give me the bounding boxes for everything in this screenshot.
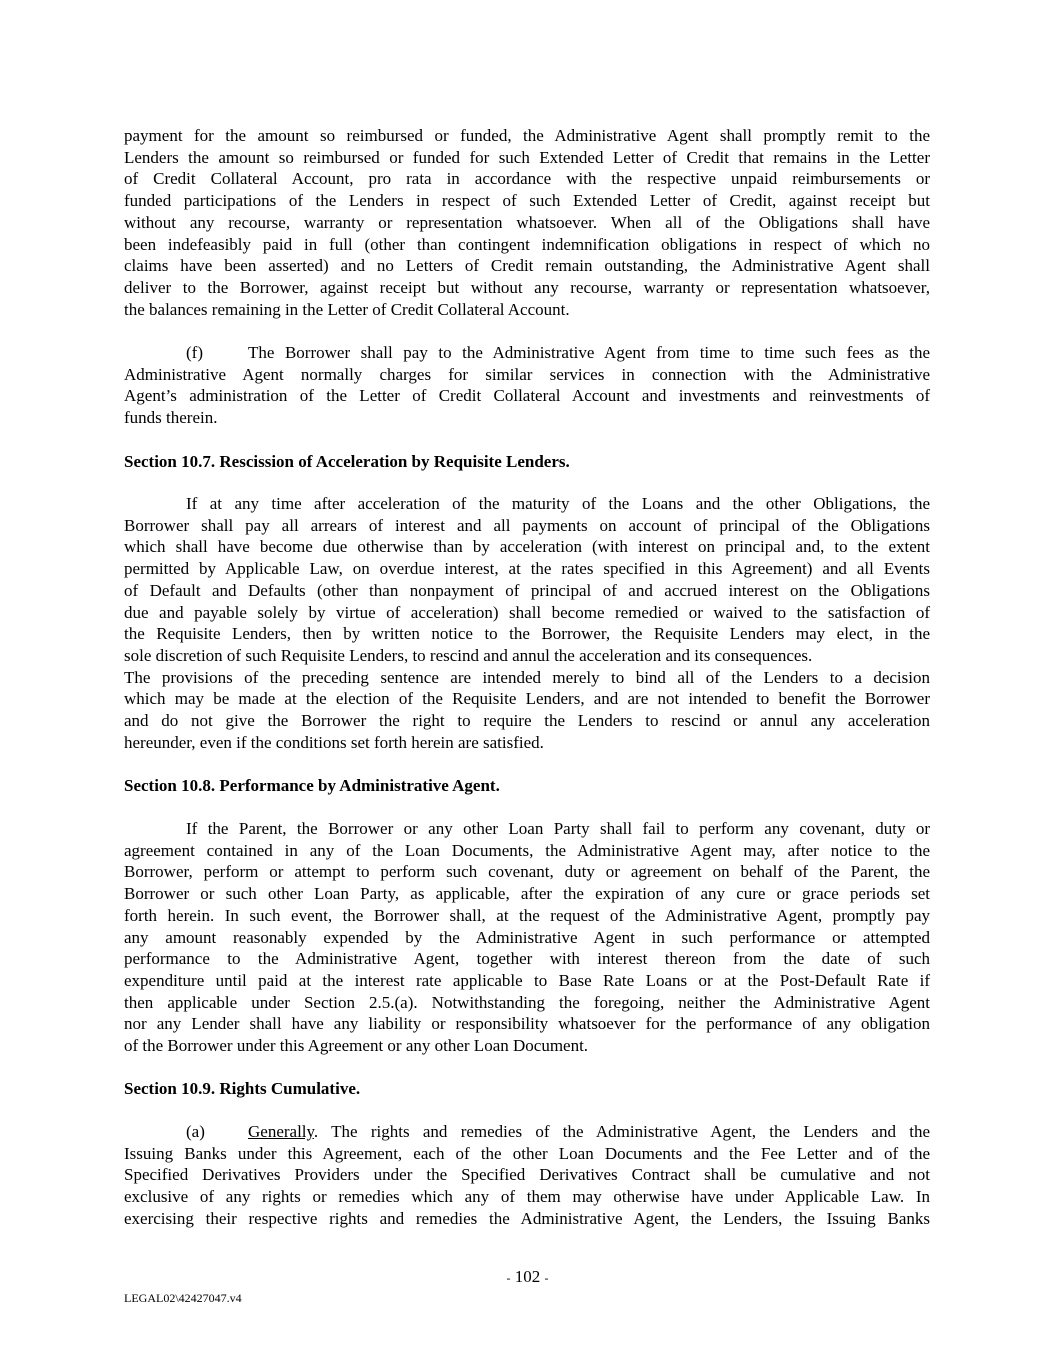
text-line: exercising their respective rights and remedies the Administrative Agent, the Lenders, the Issuing Banks — [124, 1208, 930, 1228]
section-10-7-body — [124, 493, 930, 753]
text-line: Agent’s administration of the Letter of Credit Collateral Account and investments and reinvestments of — [124, 386, 930, 406]
text-line: Borrower shall pay all arrears of interest and all payments on account of principal of the Obligations — [124, 515, 930, 535]
paragraph-f — [124, 342, 930, 429]
page-number — [0, 1266, 1055, 1290]
text-line: Issuing Banks under this Agreement, each of the other Loan Documents and the Fee Letter and of the — [124, 1143, 930, 1163]
text-line: the balances remaining in the Letter of Credit Collateral Account. — [124, 299, 570, 319]
text-line: exclusive of any rights or remedies which any of them may otherwise have under Applicable Law. In — [124, 1187, 930, 1207]
text-line-first — [124, 342, 930, 364]
text-line: The Borrower shall pay to the Administrative Agent from time to time such fees as the — [248, 343, 930, 362]
text-line: of Credit Collateral Account, pro rata in accordance with the respective unpaid reimbursements or — [124, 169, 930, 189]
text-line: funds therein. — [124, 408, 218, 428]
text-line: performance to the Administrative Agent, together with interest thereon from the date of such — [124, 949, 930, 969]
paragraph-marker: (a) — [186, 1122, 205, 1141]
text-line: forth herein. In such event, the Borrower shall, at the request of the Administrative Agent, promptly pay — [124, 905, 930, 925]
text-line: then applicable under Section 2.5.(a). Notwithstanding the foregoing, neither the Administrative Agent — [124, 992, 930, 1012]
text-line: any amount reasonably expended by the Administrative Agent in such performance or attempted — [124, 927, 930, 947]
text-line: Borrower or such other Loan Party, as applicable, after the expiration of any cure or grace periods set — [124, 884, 930, 904]
text-line: deliver to the Borrower, against receipt but without any recourse, warranty or representation whatsoever, — [124, 277, 930, 297]
section-10-8-heading: Section 10.8. Performance by Administrative Agent. — [124, 776, 500, 795]
section-10-8-body — [124, 818, 930, 1057]
page-number-dash: - — [506, 1271, 511, 1285]
text-line: Specified Derivatives Providers under the Specified Derivatives Contract shall be cumulative and not — [124, 1165, 930, 1185]
text-line: permitted by Applicable Law, on overdue interest, at the rates specified in this Agreement) and all Events — [124, 559, 930, 579]
text-line: of the Borrower under this Agreement or any other Loan Document. — [124, 1036, 589, 1056]
text-line: of Default and Defaults (other than nonpayment of principal of and accrued interest on the Obligations — [124, 580, 930, 600]
section-10-9-body — [124, 1121, 930, 1230]
text-line: If at any time after acceleration of the maturity of the Loans and the other Obligations, the — [186, 494, 930, 513]
text-line: without any recourse, warranty or representation whatsoever. When all of the Obligations shall have — [124, 212, 930, 232]
text-line: expenditure until paid at the interest rate applicable to Base Rate Loans or at the Post-Default Rate if — [124, 970, 930, 990]
text-line: been indefeasibly paid in full (other than contingent indemnification obligations in respect of which no — [124, 234, 930, 254]
text-line: Borrower, perform or attempt to perform such covenant, duty or agreement on behalf of the Parent, the — [124, 862, 930, 882]
page-number-dash: - — [544, 1271, 549, 1285]
text-line: which may be made at the election of the Requisite Lenders, and are not intended to benefit the Borrower — [124, 689, 930, 709]
document-id: LEGAL02\42427047.v4 — [124, 1291, 242, 1305]
text-line: If the Parent, the Borrower or any other Loan Party shall fail to perform any covenant, duty or — [186, 819, 930, 838]
text-line-first — [124, 1121, 930, 1143]
section-10-9-heading: Section 10.9. Rights Cumulative. — [124, 1079, 361, 1098]
text-line: . The rights and remedies of the Administrative Agent, the Lenders and the — [313, 1122, 930, 1141]
text-line: payment for the amount so reimbursed or funded, the Administrative Agent shall promptly remit to the — [124, 126, 930, 145]
text-line: The provisions of the preceding sentence are intended merely to bind all of the Lenders to a decision — [124, 667, 930, 687]
text-line: and do not give the Borrower the right to require the Lenders to rescind or annul any acceleration — [124, 711, 930, 731]
text-line: hereunder, even if the conditions set forth herein are satisfied. — [124, 732, 544, 752]
text-line: Lenders the amount so reimbursed or funded for such Extended Letter of Credit that remains in the Letter — [124, 147, 930, 167]
text-line: funded participations of the Lenders in respect of such Extended Letter of Credit, against receipt but — [124, 191, 930, 211]
text-line: the Requisite Lenders, then by written notice to the Borrower, the Requisite Lenders may elect, in the — [124, 624, 930, 644]
text-line: which shall have become due otherwise than by acceleration (with interest on principal and, to the extent — [124, 537, 930, 557]
text-line: sole discretion of such Requisite Lenders, to rescind and annul the acceleration and its consequences. — [124, 645, 813, 665]
text-line: Administrative Agent normally charges for similar services in connection with the Administrative — [124, 364, 930, 384]
text-line: nor any Lender shall have any liability or responsibility whatsoever for the performance of any obligation — [124, 1014, 930, 1034]
paragraph-e-continuation — [124, 125, 930, 320]
text-line: claims have been asserted) and no Letters of Credit remain outstanding, the Administrative Agent shall — [124, 256, 930, 276]
subheading-generally: Generally — [248, 1122, 314, 1141]
page-number-value: 102 — [514, 1267, 541, 1286]
section-10-7-heading: Section 10.7. Rescission of Acceleration by Requisite Lenders. — [124, 452, 570, 471]
text-line: agreement contained in any of the Loan Documents, the Administrative Agent may, after notice to the — [124, 840, 930, 860]
paragraph-marker: (f) — [186, 343, 203, 362]
text-line: due and payable solely by virtue of acceleration) shall become remedied or waived to the satisfaction of — [124, 602, 930, 622]
